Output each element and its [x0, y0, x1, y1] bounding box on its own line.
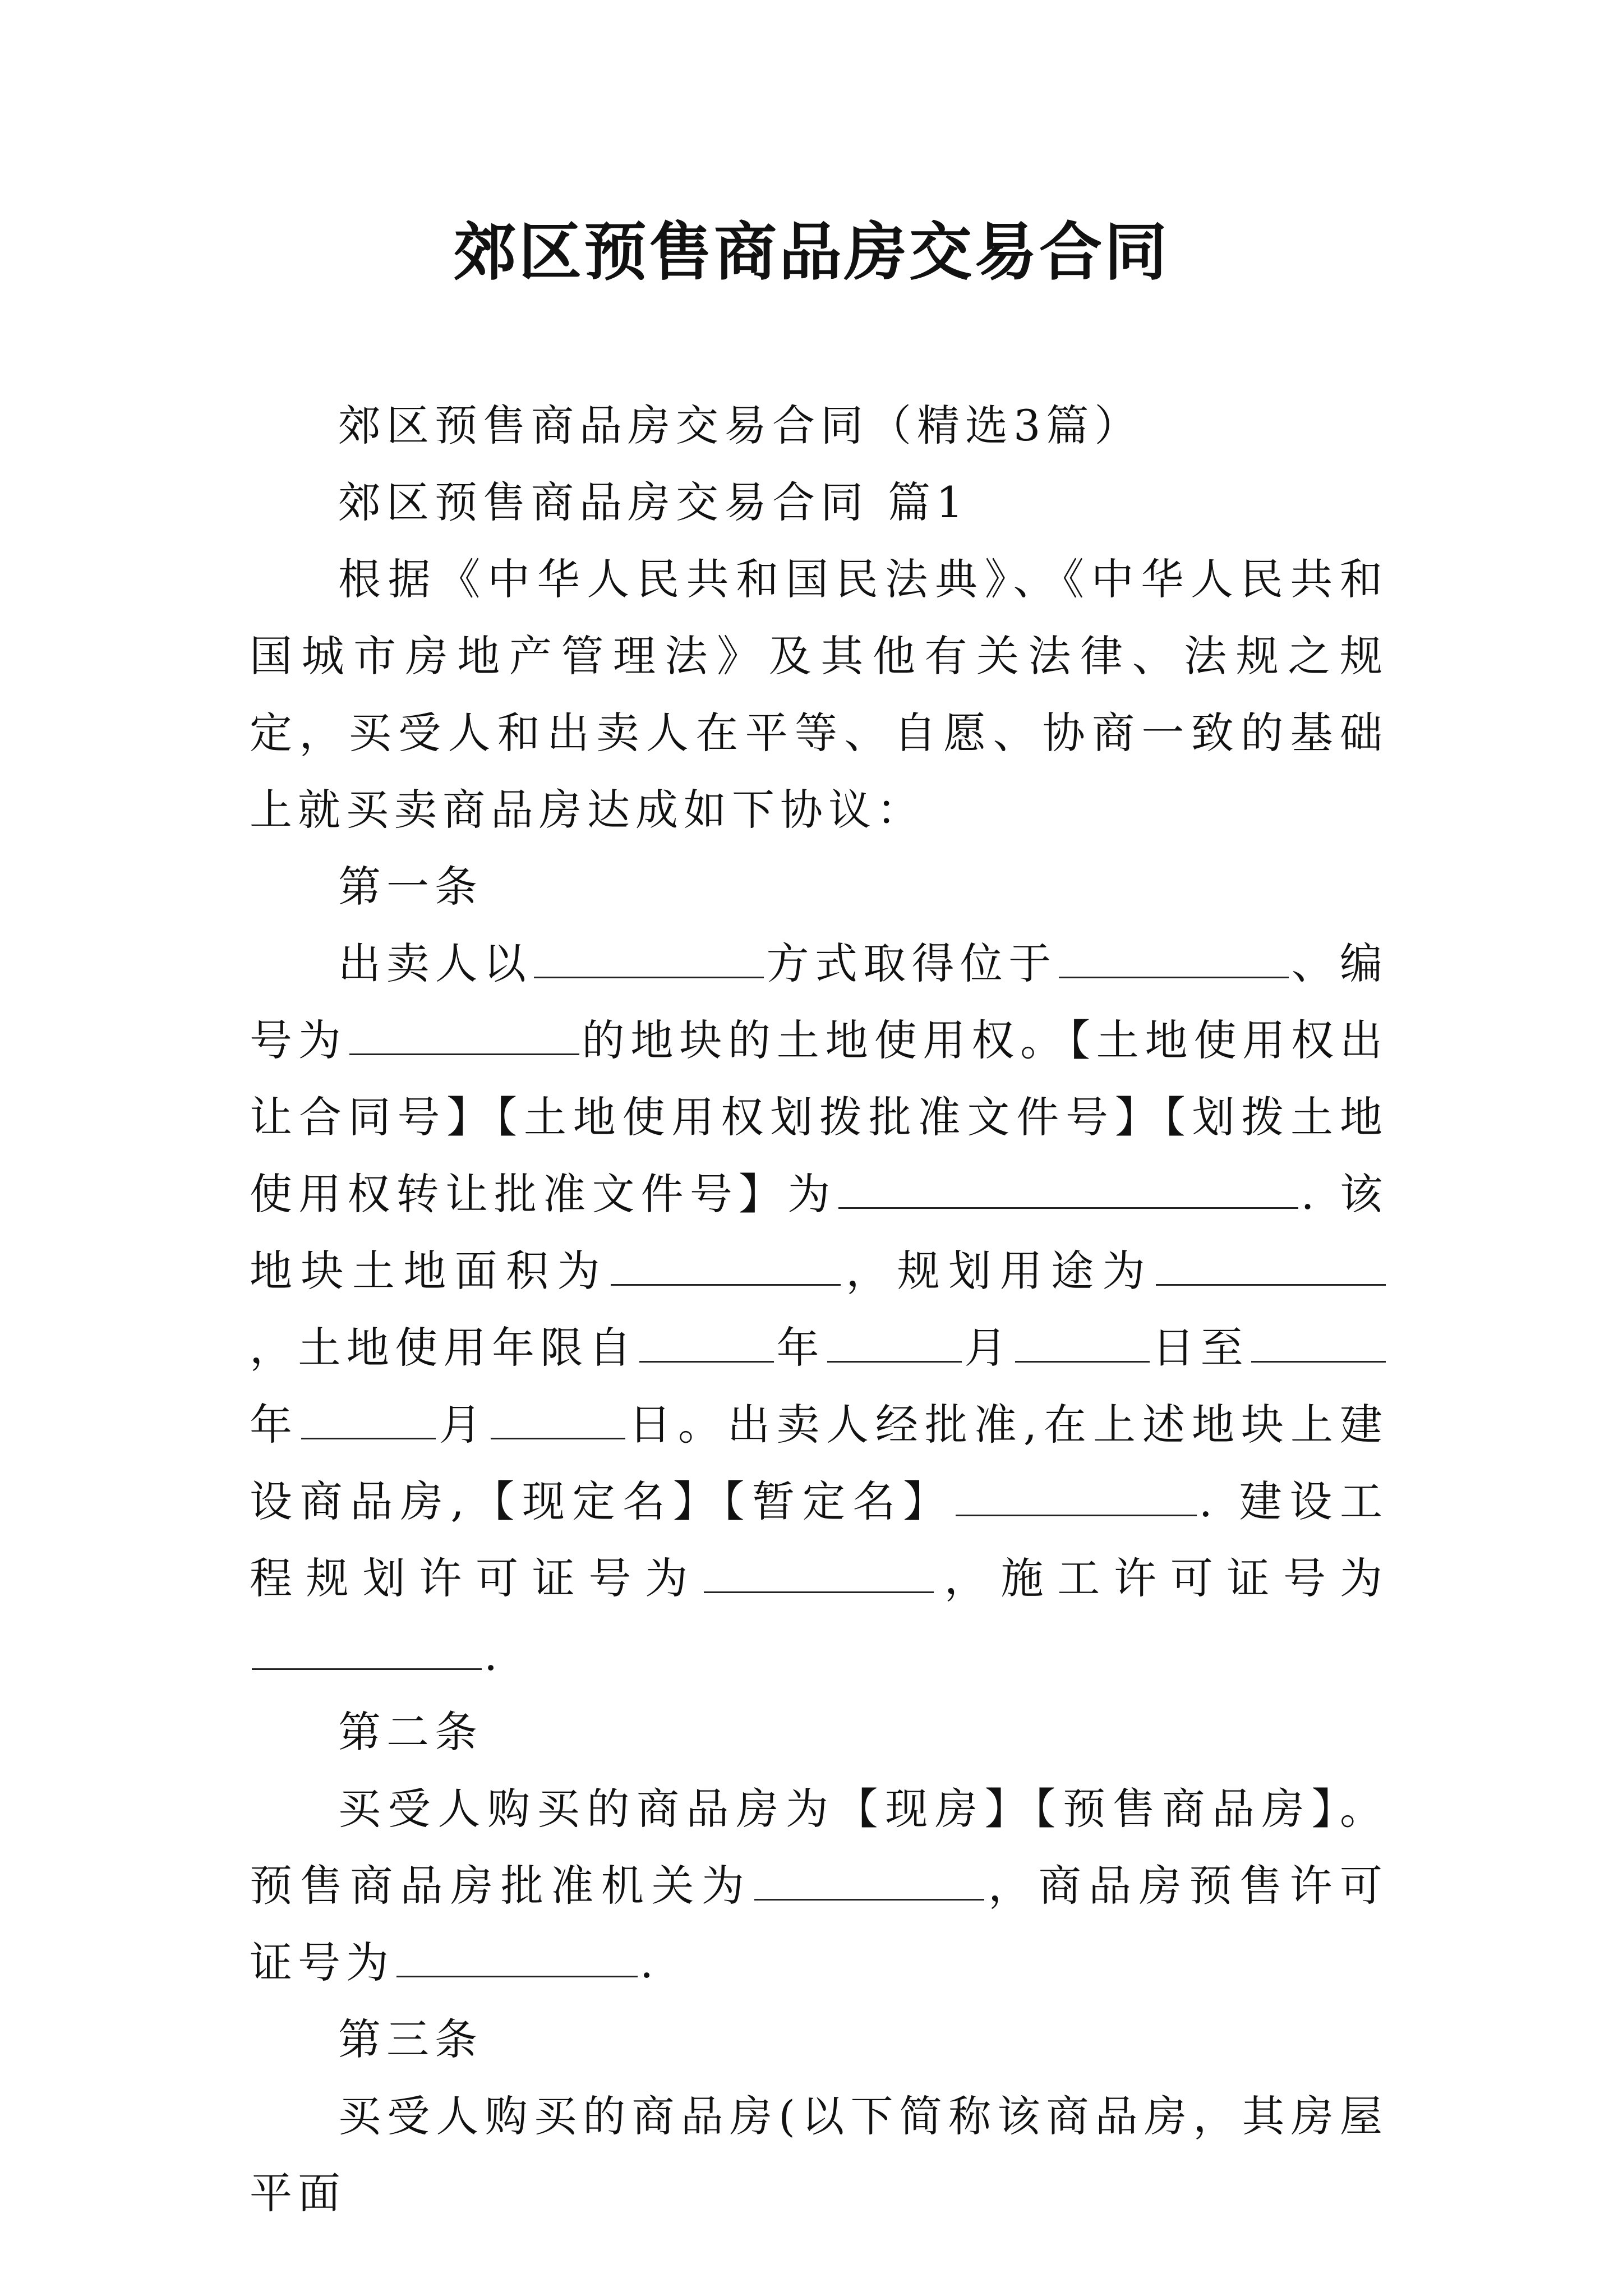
article1-text: 月 [964, 1323, 1013, 1373]
article2-paragraph [250, 1770, 1388, 2001]
article1-text: 月 [438, 1400, 488, 1450]
blank-field[interactable] [534, 940, 764, 978]
blank-field[interactable] [956, 1478, 1197, 1516]
blank-field[interactable] [1251, 1324, 1386, 1363]
blank-field[interactable] [301, 1401, 436, 1439]
article1-heading: 第一条 [338, 862, 483, 912]
blank-field[interactable] [639, 1324, 774, 1363]
blank-field[interactable] [1059, 940, 1289, 978]
article2-text: 买受人购买的商品房为【现房】【预售商品房】。预售商品房批准机关为 [250, 1784, 1388, 1911]
article1-text: 、编号为 [250, 938, 1389, 1065]
blank-field[interactable] [491, 1401, 625, 1439]
article1-text: 年 [776, 1323, 826, 1373]
blank-field[interactable] [1156, 1247, 1386, 1286]
blank-field[interactable] [1015, 1324, 1150, 1363]
blank-field[interactable] [838, 1170, 1298, 1209]
article2-heading: 第二条 [338, 1707, 483, 1757]
section-heading: 郊区预售商品房交易合同 篇1 [338, 477, 969, 527]
article1-text: ，土地使用年限自 [250, 1323, 638, 1373]
article1-text: 日。出卖人经批准,在上述地块上建设商品房,【现定名】【暂定名】 [250, 1400, 1388, 1526]
document-body [250, 387, 1388, 2231]
article1-text: ，规划用途为 [843, 1246, 1154, 1296]
article3-paragraph: 买受人购买的商品房(以下简称该商品房，其房屋平面 [250, 2091, 1388, 2218]
article2-text: . [640, 1938, 660, 1987]
article1-paragraph [250, 925, 1388, 1694]
article1-text: ，施工许可证号为 [936, 1553, 1388, 1603]
article1-text: . 该地块土地面积为 [250, 1169, 1388, 1296]
blank-field[interactable] [704, 1554, 934, 1593]
blank-field[interactable] [754, 1862, 984, 1901]
blank-field[interactable] [349, 1016, 579, 1055]
subtitle: 郊区预售商品房交易合同（精选3篇） [338, 401, 1143, 450]
article2-text: ，商品房预售许可证号为 [250, 1861, 1389, 1987]
blank-field[interactable] [396, 1939, 638, 1977]
article1-text: 方式取得位于 [766, 938, 1057, 988]
blank-field[interactable] [252, 1631, 482, 1670]
blank-field[interactable] [611, 1247, 841, 1286]
blank-field[interactable] [827, 1324, 962, 1363]
preamble-paragraph: 根据《中华人民共和国民法典》、《中华人民共和国城市房地产管理法》及其他有关法律、法规之规定，买受人和出卖人在平等、自愿、协商一致的基础上就买卖商品房达成如下协议： [250, 554, 1388, 835]
article1-text: 出卖人以 [338, 938, 532, 988]
article1-text: 日至 [1151, 1323, 1249, 1373]
article1-text: . [484, 1630, 504, 1680]
article1-text: . 建设工程规划许可证号为 [250, 1476, 1388, 1603]
document-title: 郊区预售商品房交易合同 [454, 215, 1169, 289]
article1-text: 的地块的土地使用权。【土地使用权出让合同号】【土地使用权划拨批准文件号】【划拨土地使用权转让批准文件号】为 [250, 1015, 1389, 1219]
article3-heading: 第三条 [338, 2014, 483, 2064]
article1-text: 年 [250, 1400, 299, 1450]
